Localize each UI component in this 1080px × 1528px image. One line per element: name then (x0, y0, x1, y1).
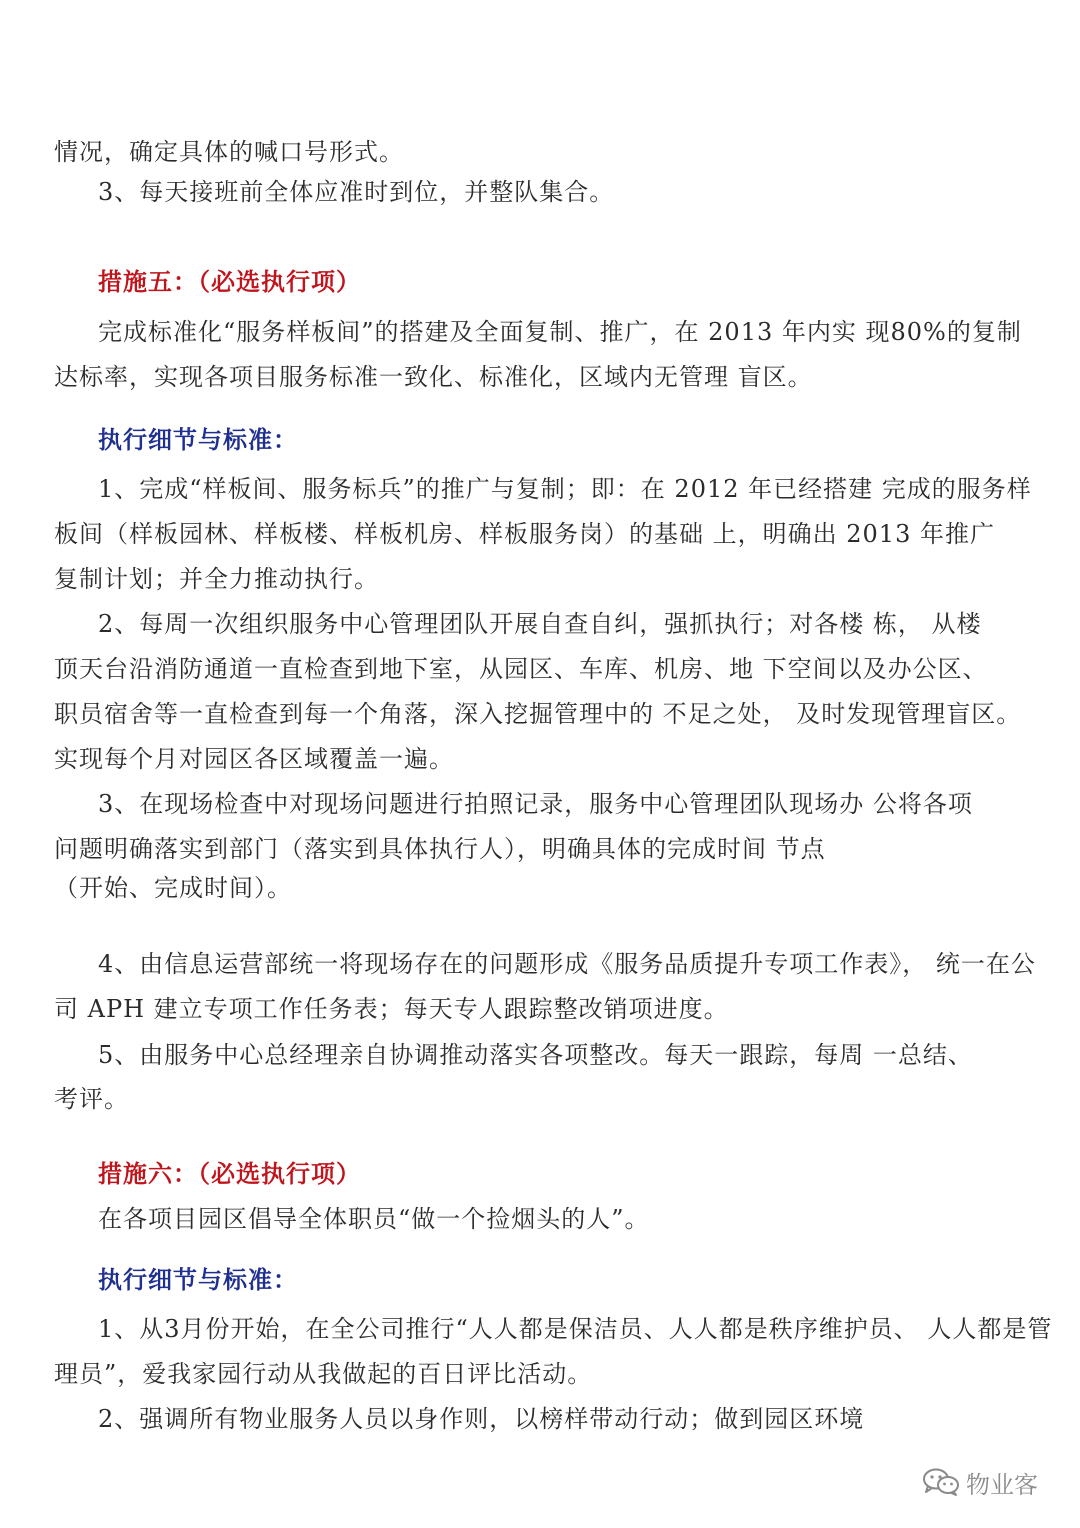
body-line: 司 APH 建立专项工作任务表；每天专人跟踪整改销项进度。 (54, 995, 729, 1023)
body-line: 2、每周一次组织服务中心管理团队开展自查自纠，强抓执行；对各楼 栋， 从楼 (98, 610, 982, 638)
body-line: 1、从3月份开始，在全公司推行“人人都是保洁员、人人都是秩序维护员、 人人都是管 (98, 1315, 1053, 1343)
body-line: 5、由服务中心总经理亲自协调推动落实各项整改。每天一跟踪，每周 一总结、 (98, 1041, 973, 1069)
body-line: （开始、完成时间）。 (54, 874, 292, 902)
body-line: 职员宿舍等一直检查到每一个角落，深入挖掘管理中的 不足之处， 及时发现管理盲区。 (54, 700, 1022, 728)
subheading-details: 执行细节与标准： (98, 1265, 298, 1294)
body-line: 板间（样板园林、样板楼、样板机房、样板服务岗）的基础 上，明确出 2013 年推广 (54, 520, 995, 548)
body-line: 1、完成“样板间、服务标兵”的推广与复制；即：在 2012 年已经搭建 完成的服务样 (98, 475, 1032, 503)
section-heading-measure-6: 措施六：（必选执行项） (98, 1159, 361, 1188)
body-line: 4、由信息运营部统一将现场存在的问题形成《服务品质提升专项工作表》， 统一在公 (98, 950, 1036, 978)
body-line: 达标率，实现各项目服务标准一致化、标准化，区域内无管理 盲区。 (54, 363, 813, 391)
watermark-text: 物业客 (966, 1470, 1038, 1499)
body-line: 顶天台沿消防通道一直检查到地下室，从园区、车库、机房、地 下空间以及办公区、 (54, 655, 988, 683)
body-line: 情况，确定具体的喊口号形式。 (54, 138, 404, 166)
body-line: 复制计划；并全力推动执行。 (54, 565, 379, 593)
body-line: 3、在现场检查中对现场问题进行拍照记录，服务中心管理团队现场办 公将各项 (98, 790, 973, 818)
wechat-icon (922, 1467, 960, 1497)
body-line: 3、每天接班前全体应准时到位，并整队集合。 (98, 178, 615, 206)
watermark (922, 1462, 1052, 1502)
body-line: 完成标准化“服务样板间”的搭建及全面复制、推广，在 2013 年内实 现80%的复制 (98, 318, 1022, 346)
section-heading-measure-5: 措施五：（必选执行项） (98, 267, 361, 296)
body-line: 问题明确落实到部门（落实到具体执行人），明确具体的完成时间 节点 (54, 835, 826, 863)
subheading-details: 执行细节与标准： (98, 425, 298, 454)
body-line: 实现每个月对园区各区域覆盖一遍。 (54, 745, 454, 773)
body-line: 理员”，爱我家园行动从我做起的百日评比活动。 (54, 1360, 593, 1388)
body-line: 在各项目园区倡导全体职员“做一个捡烟头的人”。 (98, 1205, 650, 1233)
body-line: 考评。 (54, 1085, 129, 1113)
body-line: 2、强调所有物业服务人员以身作则，以榜样带动行动；做到园区环境 (98, 1405, 865, 1433)
